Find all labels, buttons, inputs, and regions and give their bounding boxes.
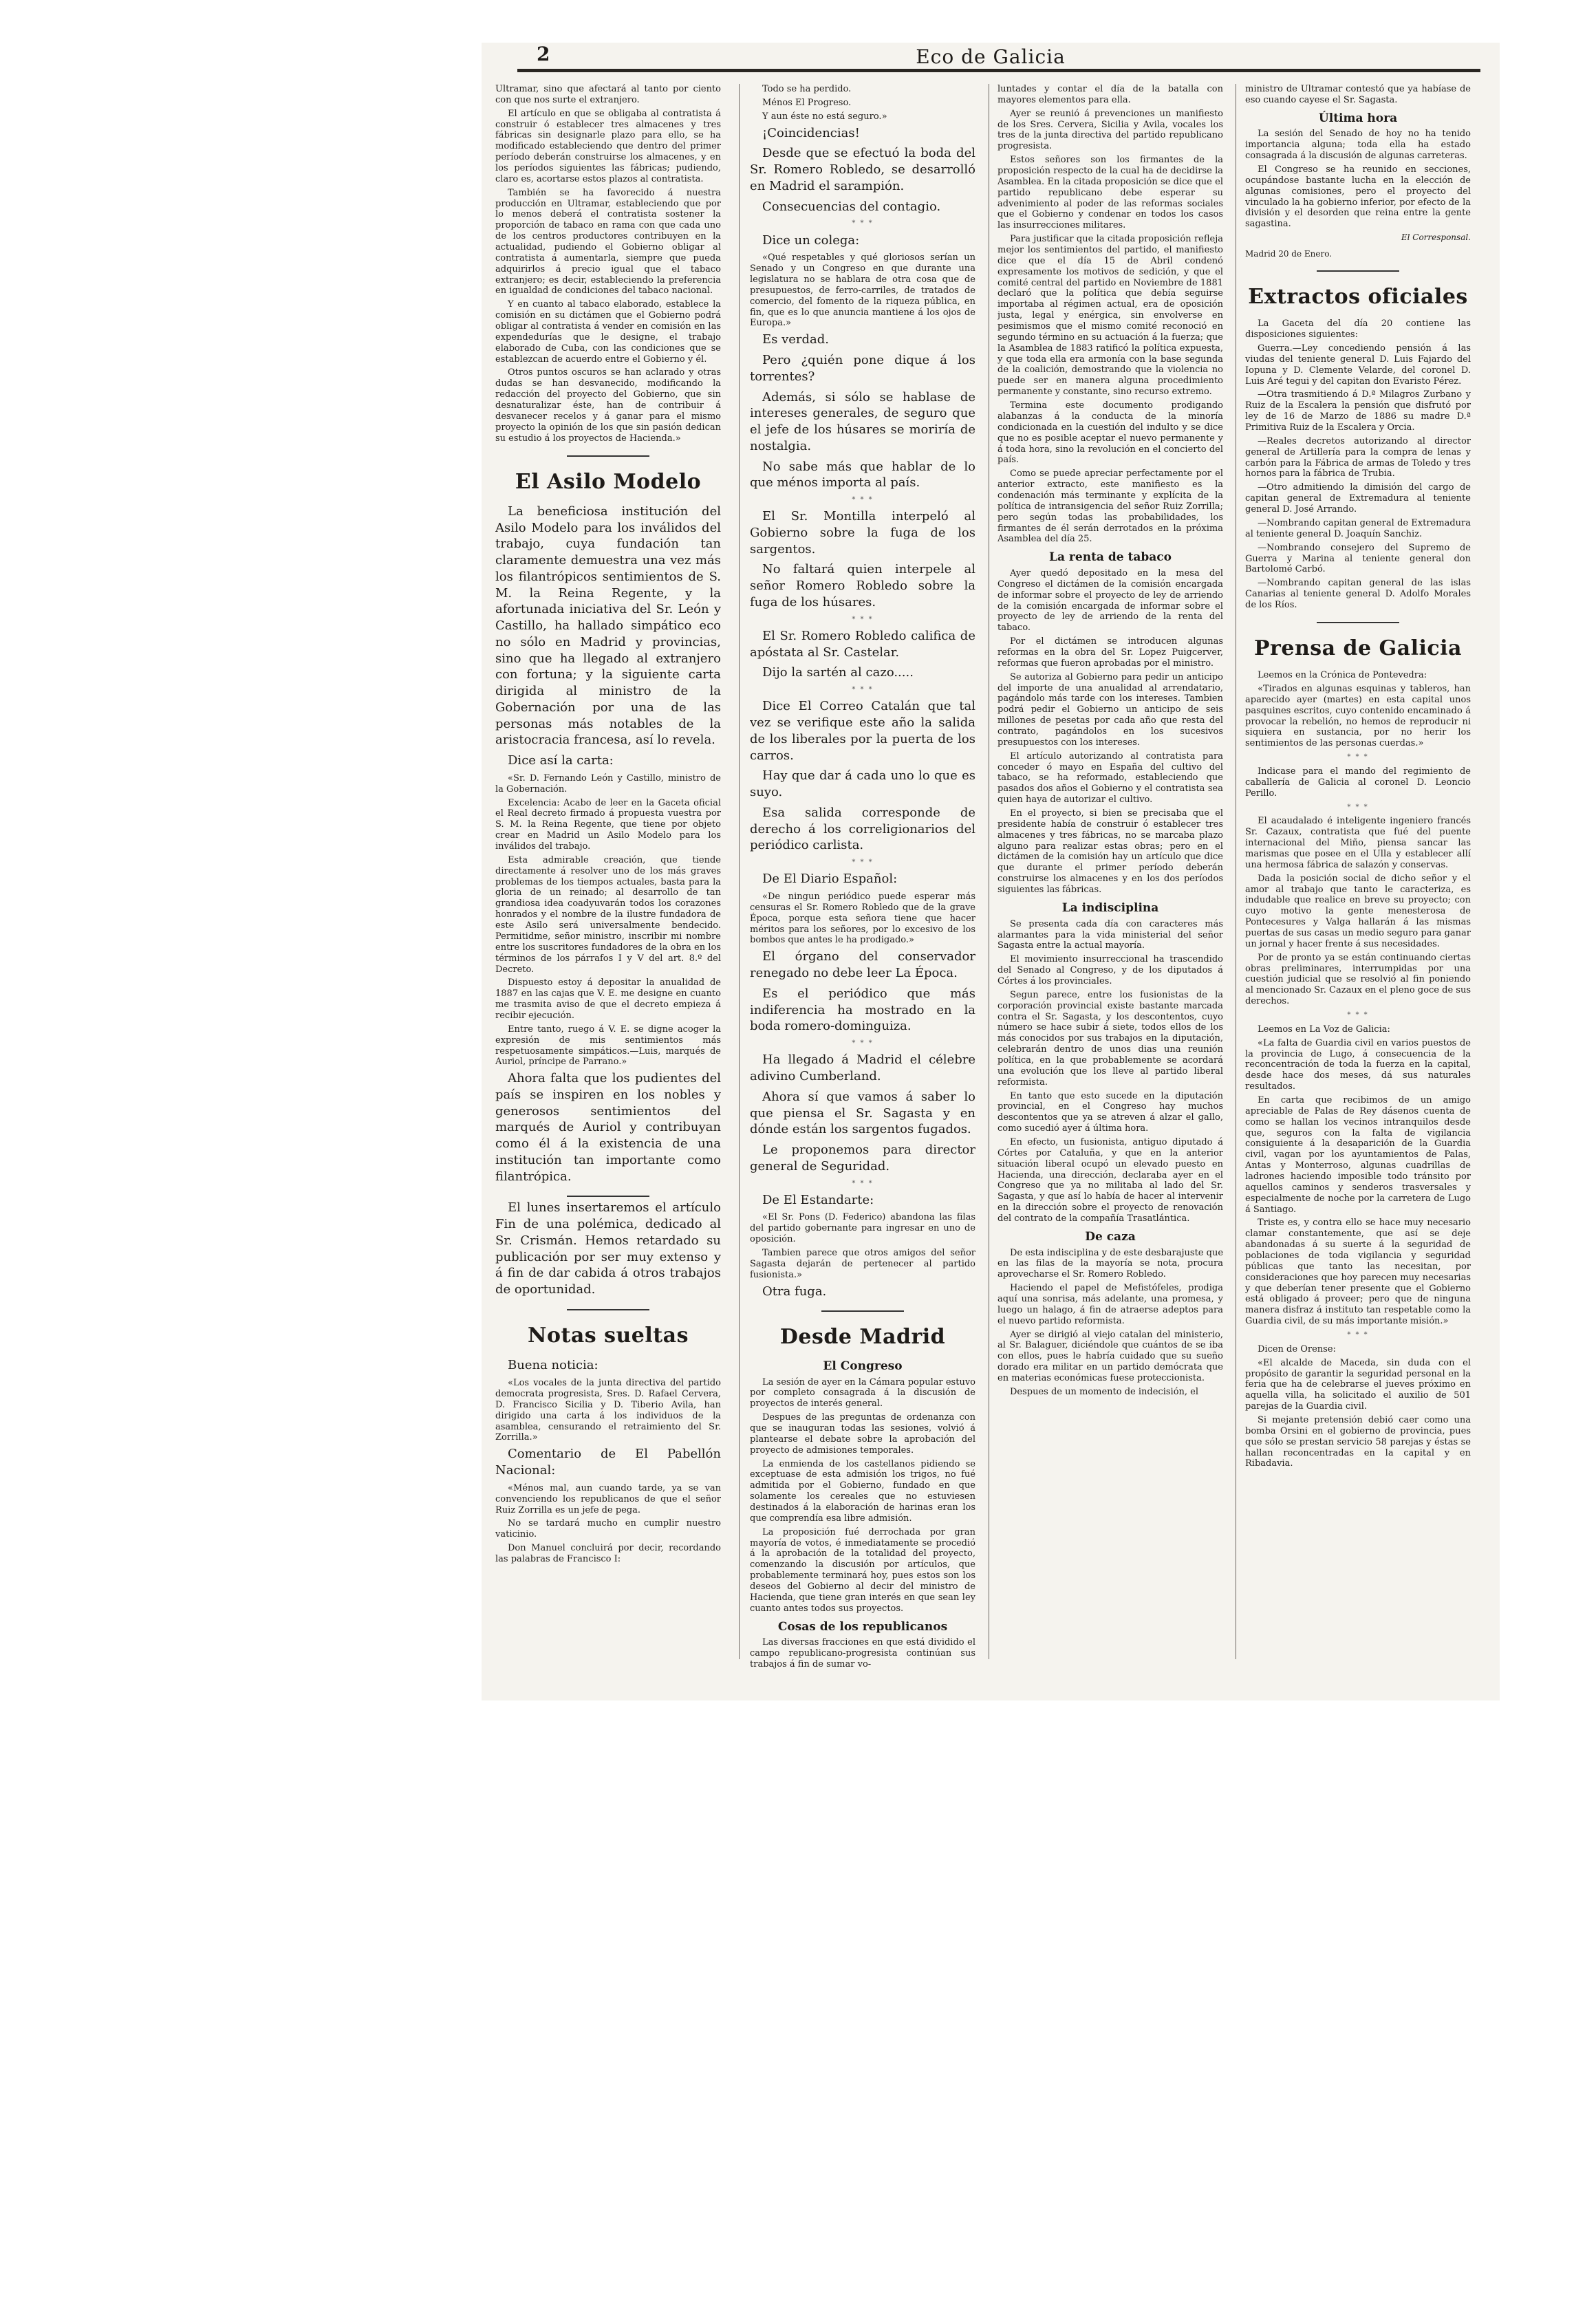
paragraph: La beneficiosa institución del Asilo Modelo para los inválidos del trabajo, cuya fundación tan claramente demuestra una vez más los filantrópicos sentimientos de S. M. la Reina Regente, y la afortunada iniciativa del Sr. León y Castillo, ha hallado simpático eco no sólo en Madrid y provincias, sino que ha llegado al extranjero con fortuna; y la siguiente carta dirigida al ministro de la Gobernación por una de las personas más notables de la aristocracia francesa, así lo revela. xyxy=(495,504,721,748)
article-body xyxy=(495,504,721,769)
paragraph: Leemos en la Crónica de Pontevedra: xyxy=(1258,670,1427,681)
section-ornament xyxy=(567,1196,649,1197)
paragraph: El Sr. Montilla interpeló al Gobierno sobre la fuga de los sargentos. xyxy=(750,509,975,557)
paragraph: Esa salida corresponde de derecho á los correligionarios del periódico carlista. xyxy=(750,805,975,853)
paragraph: Dice así la carta: xyxy=(508,753,614,768)
column-3 xyxy=(998,84,1223,1687)
quote: «El Sr. Pons (D. Federico) abandona las filas del partido gobernante para ingresar en uno de oposición. xyxy=(750,1212,975,1245)
quote: Todo se ha perdido. xyxy=(762,84,852,94)
separator: * * * xyxy=(1347,1011,1369,1019)
paragraph: El Sr. Romero Robledo califica de apóstata al Sr. Castelar. xyxy=(750,628,975,660)
separator: * * * xyxy=(852,1179,874,1187)
quote: «De ningun periódico puede esperar más censuras el Sr. Romero Robledo que de la grave Época, porque esta señora tiene que hacer méritos para los señores, por lo excesivo de los bombos que antes le ha prodigado.» xyxy=(750,892,975,946)
letter-paragraph: «Sr. D. Fernando León y Castillo, ministro de la Gobernación. xyxy=(495,773,721,795)
paragraph: La proposición fué derrochada por gran mayoría de votos, é inmediatamente se procedió á la aprobación de la totalidad del proyecto, comenzando la discusión por artículos, que probablemente terminará hoy, pues estos son los deseos del Gobierno al decir del ministro de Hacienda, que tiene gran interés en que sean ley cuanto antes todos sus proyectos. xyxy=(750,1526,975,1614)
paragraph: —Nombrando capitan general de las islas Canarias al teniente general D. Adolfo Morales de los Ríos. xyxy=(1245,578,1471,610)
paragraph: Dada la posición social de dicho señor y el amor al trabajo que tanto le caracteriza, es indudable que realice en breve su proyecto; con cuyo motivo la gente menesterosa de Pontecesures y Valga hallarán á las mismas puertas de sus casas un medio seguro para ganar un jornal y hacer frente á sus necesidades. xyxy=(1245,873,1471,949)
paragraph: Ayer se dirigió al viejo catalan del ministerio, al Sr. Balaguer, diciéndole que cuántos de se iba con ellos, pues le habría cuidado que su sueño dorado era militar en un partido demócrata que en materias económicas fuese proteccionista. xyxy=(998,1329,1223,1384)
quote: «El alcalde de Maceda, sin duda con el propósito de garantir la seguridad personal en la feria que ha de celebrarse el jueves próximo en aquella villa, ha solicitado el auxilio de 501 parejas de la Guardia civil. xyxy=(1245,1357,1471,1412)
paragraph: El Congreso se ha reunido en secciones, ocupándose bastante lucha en la elección de algunas comisiones, pero el proyecto del vinculado la ha gobierno inferior, por efecto de la división y el desorden que reina entre la gente sagastina. xyxy=(1245,164,1471,230)
article-body xyxy=(495,1070,721,1185)
page-number: 2 xyxy=(537,43,550,65)
quote: «Tirados en algunas esquinas y tableros, han aparecido ayer (martes) en esta capital unos pasquines escritos, cuyo contenido encaminado á provocar la rebelión, no hemos de reproducir ni siquiera en sustancia, por no herir los sentimientos de las personas cuerdas.» xyxy=(1245,684,1471,749)
paragraph: El acaudalado é inteligente ingeniero francés Sr. Cazaux, contratista que fué del puente internacional del Miño, piensa sancar las marismas que posee en el Ulla y establecer allí una hermosa fábrica de salazón y conservas. xyxy=(1245,816,1471,870)
paragraph: Es verdad. xyxy=(762,332,830,347)
quote: Si mejante pretensión debió caer como una bomba Orsini en el gobierno de provincia, pues que sólo se prestan servicio 58 parejas y éstas se hallan reconcentradas en la capital y en Ribadavia. xyxy=(1245,1414,1471,1469)
paragraph: La enmienda de los castellanos pidiendo se exceptuase de esta admisión los trigos, no fué admitida por el Gobierno, fundado en que solamente los cereales que no estuviesen destinados á la elaboración de harinas eran los que comprendía esa libre admisión. xyxy=(750,1458,975,1524)
paragraph: Despues de las preguntas de ordenanza con que se inauguran todas las sesiones, volvió á plantearse el debate sobre la aprobación del proyecto de admisiones temporales. xyxy=(750,1412,975,1456)
paragraph: Ahora falta que los pudientes del país se inspiren en los nobles y generosos sentimientos del marqués de Auriol y contribuyan como él á la existencia de una institución tan importante como filantrópica. xyxy=(495,1071,721,1184)
column-4 xyxy=(1245,84,1471,1687)
paragraph: En el proyecto, si bien se precisaba que el presidente había de construir ó establecer tres almacenes y tres fábricas, no se marcaba plazo alguno para realizar estas obras; pero en el dictámen de la comisión hay un artículo que dice que durante el primer período deberán construirse los almacenes y en los dos períodos siguientes las fábricas. xyxy=(998,808,1223,896)
separator: * * * xyxy=(1347,1330,1369,1339)
section-heading: El Asilo Modelo xyxy=(515,469,702,494)
paragraph: Además, si sólo se hablase de intereses generales, de seguro que el jefe de los húsares se moriría de nostalgia. xyxy=(750,389,975,453)
paragraph: Despues de un momento de indecisión, el xyxy=(1010,1386,1199,1397)
subheading: Última hora xyxy=(1318,111,1398,125)
letter-paragraph: Esta admirable creación, que tiende directamente á resolver uno de los más graves problemas de los tiempos actuales, basta para la gloria de un reinado; al desarrollo de tan grandiosa idea coadyuvarán todos los corazones honrados y el nombre de la ilustre fundadora de este Asilo será universalmente bendecido. Permitidme, señor ministro, inscribir mi nombre entre los suscritores fundadores de la obra en los términos de los párrafos I y V del art. 8.º del Decreto. xyxy=(495,854,721,975)
separator: * * * xyxy=(852,496,874,504)
paragraph: Por de pronto ya se están continuando ciertas obras preliminares, interrumpidas por una cuestión judicial que se resolvió al fin poniendo al mencionado Sr. Cazaux en el pleno goce de sus derechos. xyxy=(1245,952,1471,1007)
paragraph: El movimiento insurreccional ha trascendido del Senado al Congreso, y de los diputados á Córtes á los provinciales. xyxy=(998,954,1223,986)
paragraph: Buena noticia: xyxy=(508,1358,598,1373)
section-heading: Notas sueltas xyxy=(528,1323,689,1348)
paragraph: ministro de Ultramar contestó que ya habíase de eso cuando cayese el Sr. Sagasta. xyxy=(1245,84,1471,105)
letter-paragraph: Excelencia: Acabo de leer en la Gaceta oficial el Real decreto firmado á propuesta vuestra por S. M. la Reina Regente, que tiene por objeto crear en Madrid un Asilo Modelo para los inválidos del trabajo. xyxy=(495,797,721,852)
separator: * * * xyxy=(852,219,874,228)
paragraph: Comentario de El Pabellón Nacional: xyxy=(495,1447,721,1478)
article-body xyxy=(750,332,975,887)
section-heading: Extractos oficiales xyxy=(1248,284,1468,309)
paragraph: Haciendo el papel de Mefistófeles, prodiga aquí una sonrisa, más adelante, una promesa, y luego un halago, á fin de atraerse adeptos para el nuevo partido reformista. xyxy=(998,1283,1223,1326)
paragraph: Hay que dar á cada uno lo que es suyo. xyxy=(750,768,975,800)
paragraph: No sabe más que hablar de lo que ménos importa al país. xyxy=(750,459,975,490)
section-ornament xyxy=(1317,622,1399,623)
paragraph: —Otra trasmitiendo á D.ª Milagros Zurbano y Ruiz de la Escalera la pensión que disfrutó por ley de 16 de Marzo de 1886 su madre D.ª Primitiva Ruiz de la Escalera y Orcia. xyxy=(1245,389,1471,433)
paragraph: ¡Coincidencias! xyxy=(762,125,860,140)
paragraph: El lunes insertaremos el artículo Fin de una polémica, dedicado al Sr. Crismán. Hemos retardado su publicación por ser muy extenso y á fin de dar cabida á otros trabajos de oportunidad. xyxy=(495,1200,721,1297)
article-body xyxy=(750,125,975,249)
separator: * * * xyxy=(852,615,874,623)
paragraph: Termina este documento prodigando alabanzas á la conducta de la minoría condicionada en la cuestión del indulto y se dice que no es posible aceptar el nuevo permanente y á toda hora, sino la revolución en el concierto del país. xyxy=(998,400,1223,466)
paragraph: Otra fuga. xyxy=(762,1284,827,1299)
paragraph: Desde que se efectuó la boda del Sr. Romero Robledo, se desarrolló en Madrid el sarampión. xyxy=(750,146,975,193)
section-heading: Prensa de Galicia xyxy=(1254,636,1462,660)
paragraph: Como se puede apreciar perfectamente por el anterior extracto, este manifiesto es la condenación más terminante y explícita de la política de intransigencia del señor Ruiz Zorrilla; pero según todas las probabilidades, los firmantes de él serán derrotados en la próxima Asamblea del día 25. xyxy=(998,468,1223,545)
paragraph: Pero ¿quién pone dique á los torrentes? xyxy=(750,353,975,384)
subheading: La indisciplina xyxy=(1061,900,1159,915)
paragraph: De El Estandarte: xyxy=(762,1192,874,1207)
paragraph: Consecuencias del contagio. xyxy=(762,199,941,214)
paragraph: Se presenta cada día con caracteres más alarmantes para la vida ministerial del señor Sagasta entre la actual mayoría. xyxy=(998,918,1223,951)
column-rule xyxy=(739,84,740,1659)
quote: «Los vocales de la junta directiva del partido democrata progresista, Sres. D. Rafael Cervera, D. Francisco Sicilia y D. Tiberio Avila, han dirigido una carta á los individuos de la asamblea, censurando el retraimiento del Sr. Zorrilla.» xyxy=(495,1378,721,1443)
paragraph: Estos señores son los firmantes de la proposición respecto de la cual ha de decidirse la Asamblea. En la citada proposición se dice que el partido republicano debe esperar su advenimiento al poder de las reformas sociales que el Gobierno y condenar en todos los casos las insurrecciones militares. xyxy=(998,155,1223,231)
subheading: La renta de tabaco xyxy=(1049,550,1172,565)
quote: Don Manuel concluirá por decir, recordando las palabras de Francisco I: xyxy=(495,1543,721,1564)
quote: No se tardará mucho en cumplir nuestro vaticinio. xyxy=(495,1518,721,1540)
section-heading: Desde Madrid xyxy=(779,1325,946,1350)
paragraph: Por el dictámen se introducen algunas reformas en la obra del Sr. Lopez Puigcerver, reformas que fueron aprobadas por el ministro. xyxy=(998,636,1223,669)
separator: * * * xyxy=(852,686,874,694)
dateline: Madrid 20 de Enero. xyxy=(1245,248,1333,259)
quote: Triste es, y contra ello se hace muy necesario clamar constantemente, que así se deje abandonadas á su suerte á la seguridad de poblaciones de toda vigilancia y seguridad públicas que tanto las necesitan, por consideraciones que hoy parecen muy necesarias y que deberían tener presente que el Gobierno está obligado á proveer; pero que de ninguna manera disfraz á instituto tan respetable como la Guardia civil, de su más importante misión.» xyxy=(1245,1218,1471,1327)
paragraph: De El Diario Español: xyxy=(762,872,898,887)
paragraph: También se ha favorecido á nuestra producción en Ultramar, estableciendo que por lo menos deberá el contratista sostener la proporción de tabaco en rama con que cada uno de los centros productores contribuyen en la actualidad, pudiendo el Gobierno obligar al contratista á aumentarla, siempre que pueda adquirirlos á precio igual que el tabaco extranjero; es decir, estableciendo la preferencia en igualdad de condiciones del tabaco nacional. xyxy=(495,187,721,296)
paragraph: La sesión del Senado de hoy no ha tenido importancia alguna; toda ella ha estado consagrada á la discusión de algunas carreteras. xyxy=(1245,129,1471,162)
paragraph: Y en cuanto al tabaco elaborado, establece la comisión en su dictámen que el Gobierno podrá obligar al contratista á vender en comisión en las expendedurías que le designe, el trabajo elaborado de Cuba, con las condiciones que se establezcan de acuerdo entre el Gobierno y él. xyxy=(495,299,721,365)
quote: Y aun éste no está seguro.» xyxy=(762,111,887,122)
section-ornament xyxy=(567,455,649,457)
article-body xyxy=(750,1284,975,1300)
quote: «Ménos mal, aun cuando tarde, ya se van convenciendo los republicanos de que el señor Ruiz Zorrilla es un jefe de pega. xyxy=(495,1482,721,1515)
paragraph: —Nombrando capitan general de Extremadura al teniente general D. Joaquín Sanchiz. xyxy=(1245,517,1471,539)
paragraph: Dice un colega: xyxy=(762,233,860,248)
paragraph: Le proponemos para director general de Seguridad. xyxy=(750,1143,975,1174)
paragraph: Ha llegado á Madrid el célebre adivino Cumberland. xyxy=(750,1052,975,1084)
paragraph: luntades y contar el día de la batalla con mayores elementos para ella. xyxy=(998,84,1223,105)
section-ornament xyxy=(1317,270,1399,272)
paragraph: Guerra.—Ley concediendo pensión á las viudas del teniente general D. Luis Fajardo del Iopuna y D. Clemente Velarde, del coronel D. Luis Aré tegui y del capitan don Evaristo Pérez. xyxy=(1245,343,1471,387)
column-2 xyxy=(750,84,975,1687)
paragraph: De esta indisciplina y de este desbarajuste que en las filas de la mayoría se nota, procura aprovecharse el Sr. Romero Robledo. xyxy=(998,1247,1223,1280)
section-ornament xyxy=(821,1310,904,1312)
subheading: El Congreso xyxy=(823,1359,903,1373)
separator: * * * xyxy=(852,858,874,867)
subheading: Cosas de los republicanos xyxy=(777,1619,948,1634)
paragraph: La sesión de ayer en la Cámara popular estuvo por completo consagrada á la discusión de proyectos de interés general. xyxy=(750,1376,975,1409)
column-1 xyxy=(495,84,721,1687)
paragraph: Ayer quedó depositado en la mesa del Congreso el dictámen de la comisión encargada de informar sobre el proyecto de ley de arriendo de la comisión encargada de informar sobre el proyecto de ley de arriendo de la renta del tabaco. xyxy=(998,568,1223,634)
paragraph: —Nombrando consejero del Supremo de Guerra y Marina al teniente general don Bartolomé Carbó. xyxy=(1245,542,1471,575)
letter-paragraph: Dispuesto estoy á depositar la anualidad de 1887 en las cajas que V. E. me designe en cuanto me trasmita aviso de que el decreto empieza á recibir ejecución. xyxy=(495,977,721,1021)
quote: «La falta de Guardia civil en varios puestos de la provincia de Lugo, á consecuencia de la reconcentración de toda la fuerza en la capital, desde hace dos meses, dá sus naturales resultados. xyxy=(1245,1037,1471,1092)
header-rule xyxy=(517,69,1480,72)
subheading: De caza xyxy=(1085,1229,1136,1244)
separator: * * * xyxy=(852,1039,874,1048)
paragraph: Ayer se reunió á prevenciones un manifiesto de los Sres. Cervera, Sicilia y Avila, vocales los tres de la junta directiva del partido republicano progresista. xyxy=(998,108,1223,152)
paragraph: El órgano del conservador renegado no debe leer La Época. xyxy=(750,949,975,981)
paragraph: La Gaceta del día 20 contiene las disposiciones siguientes: xyxy=(1245,318,1471,341)
paragraph: Segun parece, entre los fusionistas de la corporación provincial existe bastante marcada contra el Sr. Sagasta, y los descontentos, cuyo número se hace subir á siete, todos ellos de los más conocidos por sus trabajos en la diputación, celebrarán dentro de unos dias una reunión política, en la que probablemente se acordará una evolución que los lleve al partido liberal reformista. xyxy=(998,989,1223,1088)
paragraph: Leemos en La Voz de Galicia: xyxy=(1258,1024,1390,1035)
paragraph: Dijo la sartén al cazo..... xyxy=(762,665,914,680)
letter-paragraph: Entre tanto, ruego á V. E. se digne acoger la expresión de mis sentimientos más respetuosamente simpáticos.—Luis, marqués de Auriol, príncipe de Parrano.» xyxy=(495,1024,721,1068)
paragraph: Dice El Correo Catalán que tal vez se verifique este año la salida de los liberales por la puerta de los carros. xyxy=(750,699,975,763)
quote: «Qué respetables y qué gloriosos serían un Senado y un Congreso en que durante una legislatura no se hablara de otra cosa que de presupuestos, de ferro-carriles, de tratados de comercio, del fomento de la riqueza pública, en fin, que es lo que anuncia mantiene á los ojos de Europa.» xyxy=(750,252,975,329)
newspaper-title: Eco de Galicia xyxy=(916,45,1066,68)
paragraph: —Otro admitiendo la dimisión del cargo de capitan general de Extremadura al teniente general D. José Arrando. xyxy=(1245,482,1471,515)
paragraph: Ahora sí que vamos á saber lo que piensa el Sr. Sagasta y en dónde están los sargentos fugados. xyxy=(750,1089,975,1137)
paragraph: El artículo en que se obligaba al contratista á construir ó establecer tres almacenes y tres fábricas sin designarle plazo para ello, se ha modificado estableciendo que dentro del primer período deberán construirse los almacenes, y en los períodos siguientes las fábricas; pudiendo, claro es, acortarse estos plazos al contratista. xyxy=(495,108,721,184)
article-body xyxy=(750,949,975,1208)
paragraph: En efecto, un fusionista, antiguo diputado á Córtes por Cataluña, y que en la anterior situación liberal ocupó un elevado puesto en Hacienda, una dirección, declaraba ayer en el Congreso que ya no militaba al lado del Sr. Sagasta, y que así lo había de hacer al intervenir en la dirección sobre el proyecto de renovación del contrato de la compañía Trasatlántica. xyxy=(998,1136,1223,1224)
paragraph: Es el periódico que más indiferencia ha mostrado en la boda romero-dominguiza. xyxy=(750,986,975,1034)
paragraph: En tanto que esto sucede en la diputación provincial, en el Congreso hay muchos descontentos que ya se atreven á alzar el gallo, como sucedió ayer á última hora. xyxy=(998,1090,1223,1134)
section-ornament xyxy=(567,1309,649,1310)
paragraph: Dicen de Orense: xyxy=(1258,1343,1336,1354)
paragraph: Para justificar que la citada proposición refleja mejor los sentimientos del partido, el manifiesto dice que el día 15 de Abril condenó expresamente los motivos de sedición, y que el comité central del partido en Noviembre de 1881 declaró que la política que debía seguirse importaba al régimen actual, era de oposición justa, legal y enérgica, sin envolverse en pesimismos que el mismo comité reconoció en segundo término en su actuación á la fuerza; que la Asamblea de 1883 ratificó la política expuesta, y que toda ella era armonía con la base segunda de la coalición, demostrando que la violencia no puede ser en manera alguna procedimiento permanente y constante, sino recurso extremo. xyxy=(998,234,1223,398)
quote: En carta que recibimos de un amigo apreciable de Palas de Rey dásenos cuenta de como se hallan los vecinos intranquilos desde que, seguros con la falta de vigilancia consiguiente á la desaparición de la Guardia civil, vagan por los ayuntamientos de Palas, Antas y Monterroso, algunas cuadrillas de ladrones haciendo imposible todo tránsito por aquellos caminos y senderos trasversales y especialmente de noche por la carretera de Lugo á Santiago. xyxy=(1245,1094,1471,1215)
correspondent-signature: El Corresponsal. xyxy=(1401,233,1471,243)
article-body xyxy=(495,1200,721,1298)
paragraph: —Reales decretos autorizando al director general de Artillería para la compra de lenas y carbón para la Fábrica de armas de Toledo y tres hornos para la fábrica de Trubia. xyxy=(1245,435,1471,479)
paragraph: Se autoriza al Gobierno para pedir un anticipo del importe de una anualidad al arrendatario, pagándolo más tarde con los intereses. Tambien podrá pedir el Gobierno un anticipo de seis millones de pesetas por cada año que resta del contrato, pagándolos en los sucesivos presupuestos con los intereses. xyxy=(998,671,1223,748)
paragraph: Otros puntos oscuros se han aclarado y otras dudas se han desvanecido, modificando la redacción del proyecto del Gobierno, que sin desnaturalizar éste, han de contribuir á desvanecer recelos y á ganar para el mismo proyecto la opinión de los que sin pasión dedican su estudio á los proyectos de Hacienda.» xyxy=(495,367,721,444)
paragraph: Indicase para el mando del regimiento de caballería de Galicia al coronel D. Leoncio Perillo. xyxy=(1245,766,1471,799)
paragraph: Ultramar, sino que afectará al tanto por ciento con que nos surte el extranjero. xyxy=(495,84,721,105)
quote: Tambien parece que otros amigos del señor Sagasta dejarán de pertenecer al partido fusionista.» xyxy=(750,1248,975,1280)
article-body xyxy=(495,1357,721,1374)
paragraph: No faltará quien interpele al señor Romero Robledo sobre la fuga de los húsares. xyxy=(750,562,975,609)
paragraph: El artículo autorizando al contratista para conceder ó mayo en España del cultivo del tabaco, se ha reformado, estableciendo que pasados dos años el Gobierno y el contratista sea quien haya de autorizar el cultivo. xyxy=(998,750,1223,806)
article-body xyxy=(495,1446,721,1479)
quote: Ménos El Progreso. xyxy=(762,97,852,108)
separator: * * * xyxy=(1347,803,1369,811)
separator: * * * xyxy=(1347,753,1369,761)
paragraph: Las diversas fracciones en que está dividido el campo republicano-progresista continúan sus trabajos á fin de sumar vo- xyxy=(750,1637,975,1670)
